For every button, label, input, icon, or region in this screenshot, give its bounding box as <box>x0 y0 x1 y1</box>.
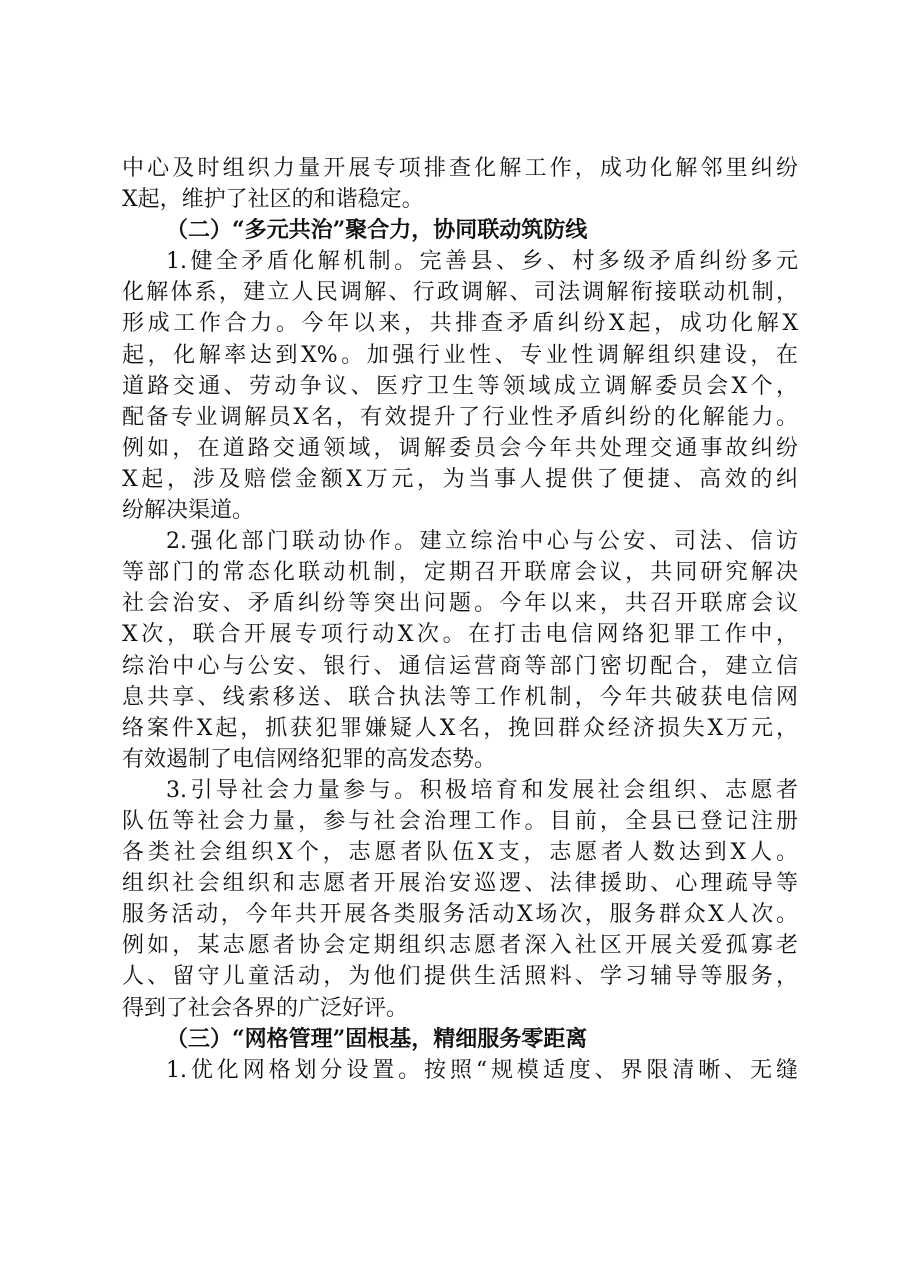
text-line: 得到了社会各界的广泛好评。 <box>122 995 409 1021</box>
text-line: 道路交通、劳动争议、医疗卫生等领域成立调解委员会X个， <box>122 373 798 399</box>
paragraph-item-1 <box>122 246 798 526</box>
section-heading-2 <box>122 215 798 246</box>
text-line: 中心及时组织力量开展专项排查化解工作，成功化解邻里纠纷 <box>122 156 798 181</box>
text-line: 队伍等社会力量，参与社会治理工作。目前，全县已登记注册 <box>122 808 798 834</box>
text-line: 2.强化部门联动协作。建立综治中心与公安、司法、信访 <box>166 529 798 555</box>
text-line: 1.健全矛盾化解机制。完善县、乡、村多级矛盾纠纷多元 <box>166 249 798 275</box>
text-line: 各类社会组织X个，志愿者队伍X支，志愿者人数达到X人。 <box>122 840 798 866</box>
text-line: 社会治安、矛盾纠纷等突出问题。今年以来，共召开联席会议 <box>122 591 798 617</box>
text-line: 起，化解率达到X%。加强行业性、专业性调解组织建设，在 <box>122 342 798 368</box>
text-line: X次，联合开展专项行动X次。在打击电信网络犯罪工作中， <box>122 622 798 648</box>
text-line: 有效遏制了电信网络犯罪的高发态势。 <box>122 746 497 772</box>
paragraph-grid-item-1 <box>122 1055 798 1086</box>
section-heading-3 <box>122 1024 798 1055</box>
text-line: 纷解决渠道。 <box>122 498 255 524</box>
text-line: 人、留守儿童活动，为他们提供生活照料、学习辅导等服务， <box>122 964 798 990</box>
text-line: 化解体系，建立人民调解、行政调解、司法调解衔接联动机制， <box>122 280 798 306</box>
text-line: 息共享、线索移送、联合执法等工作机制，今年共破获电信网 <box>122 684 798 710</box>
text-line: X起，涉及赔偿金额X万元，为当事人提供了便捷、高效的纠 <box>122 466 798 492</box>
text-line: 等部门的常态化联动机制，定期召开联席会议，共同研究解决 <box>122 560 798 586</box>
heading-text: （二）“多元共治”聚合力，协同联动筑防线 <box>166 217 588 244</box>
paragraph-continuation <box>122 153 798 215</box>
text-line: 组织社会组织和志愿者开展治安巡逻、法律援助、心理疏导等 <box>122 871 798 897</box>
text-line: 形成工作合力。今年以来，共排查矛盾纠纷X起，成功化解X <box>122 311 798 337</box>
text-line: 3.引导社会力量参与。积极培育和发展社会组织、志愿者 <box>166 777 798 803</box>
text-line: 络案件X起，抓获犯罪嫌疑人X名，挽回群众经济损失X万元， <box>122 715 798 741</box>
text-line: 例如，某志愿者协会定期组织志愿者深入社区开展关爱孤寡老 <box>122 933 798 959</box>
text-line: 1.优化网格划分设置。按照“规模适度、界限清晰、无缝 <box>166 1057 798 1083</box>
text-line: 例如，在道路交通领域，调解委员会今年共处理交通事故纠纷 <box>122 435 798 461</box>
text-line: X起，维护了社区的和谐稳定。 <box>122 187 424 213</box>
text-line: 服务活动，今年共开展各类服务活动X场次，服务群众X人次。 <box>122 902 798 928</box>
text-line: 配备专业调解员X名，有效提升了行业性矛盾纠纷的化解能力。 <box>122 404 798 430</box>
heading-text: （三）“网格管理”固根基，精细服务零距离 <box>166 1025 588 1052</box>
paragraph-item-2 <box>122 526 798 775</box>
document-page <box>122 153 798 1086</box>
paragraph-item-3 <box>122 775 798 1024</box>
text-line: 综治中心与公安、银行、通信运营商等部门密切配合，建立信 <box>122 653 798 679</box>
